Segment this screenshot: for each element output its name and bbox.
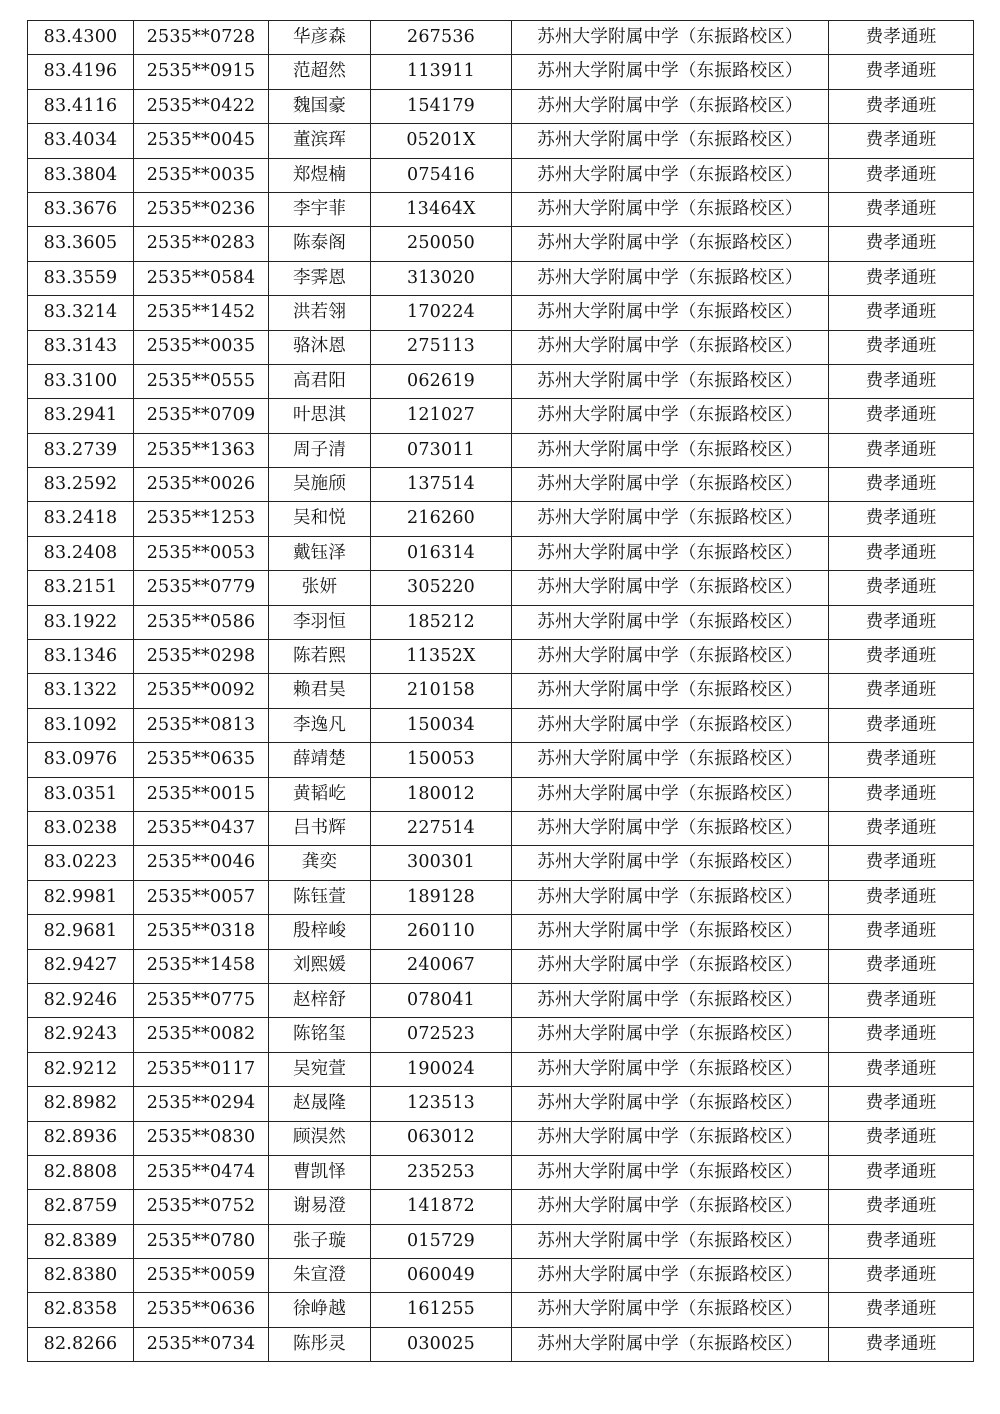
class-cell: 费孝通班 [829, 1087, 974, 1121]
student-name-cell: 董滨珲 [269, 124, 371, 158]
table-row [28, 502, 974, 536]
table-row [28, 605, 974, 639]
class-cell: 费孝通班 [829, 1052, 974, 1086]
score-cell: 83.4300 [28, 21, 134, 55]
school-cell: 苏州大学附属中学（东振路校区） [512, 1190, 829, 1224]
school-cell: 苏州大学附属中学（东振路校区） [512, 261, 829, 295]
id-suffix-cell: 305220 [371, 571, 512, 605]
table-row [28, 949, 974, 983]
class-cell: 费孝通班 [829, 55, 974, 89]
table-row [28, 468, 974, 502]
table-row [28, 261, 974, 295]
class-cell: 费孝通班 [829, 502, 974, 536]
exam-number-cell: 2535**0830 [134, 1121, 269, 1155]
school-cell: 苏州大学附属中学（东振路校区） [512, 536, 829, 570]
class-cell: 费孝通班 [829, 1327, 974, 1361]
score-cell: 83.2941 [28, 399, 134, 433]
school-cell: 苏州大学附属中学（东振路校区） [512, 674, 829, 708]
student-name-cell: 吴和悦 [269, 502, 371, 536]
score-cell: 82.8389 [28, 1224, 134, 1258]
table-row [28, 743, 974, 777]
table-row [28, 674, 974, 708]
student-name-cell: 吴宛萱 [269, 1052, 371, 1086]
school-cell: 苏州大学附属中学（东振路校区） [512, 364, 829, 398]
table-row [28, 1087, 974, 1121]
score-cell: 83.0976 [28, 743, 134, 777]
student-name-cell: 陈铭玺 [269, 1018, 371, 1052]
school-cell: 苏州大学附属中学（东振路校区） [512, 640, 829, 674]
school-cell: 苏州大学附属中学（东振路校区） [512, 296, 829, 330]
table-row [28, 296, 974, 330]
exam-number-cell: 2535**0045 [134, 124, 269, 158]
id-suffix-cell: 060049 [371, 1259, 512, 1293]
school-cell: 苏州大学附属中学（东振路校区） [512, 846, 829, 880]
id-suffix-cell: 313020 [371, 261, 512, 295]
student-name-cell: 薛靖楚 [269, 743, 371, 777]
score-cell: 83.2151 [28, 571, 134, 605]
school-cell: 苏州大学附属中学（东振路校区） [512, 433, 829, 467]
student-name-cell: 张子璇 [269, 1224, 371, 1258]
score-cell: 83.3100 [28, 364, 134, 398]
exam-number-cell: 2535**0734 [134, 1327, 269, 1361]
exam-number-cell: 2535**0775 [134, 983, 269, 1017]
student-name-cell: 陈彤灵 [269, 1327, 371, 1361]
table-row [28, 915, 974, 949]
score-cell: 82.8759 [28, 1190, 134, 1224]
table-row [28, 330, 974, 364]
id-suffix-cell: 216260 [371, 502, 512, 536]
id-suffix-cell: 260110 [371, 915, 512, 949]
score-cell: 82.9243 [28, 1018, 134, 1052]
table-row [28, 158, 974, 192]
exam-number-cell: 2535**0082 [134, 1018, 269, 1052]
exam-number-cell: 2535**0294 [134, 1087, 269, 1121]
student-name-cell: 范超然 [269, 55, 371, 89]
student-name-cell: 戴钰泽 [269, 536, 371, 570]
class-cell: 费孝通班 [829, 777, 974, 811]
class-cell: 费孝通班 [829, 536, 974, 570]
id-suffix-cell: 185212 [371, 605, 512, 639]
exam-number-cell: 2535**0636 [134, 1293, 269, 1327]
score-cell: 83.3214 [28, 296, 134, 330]
table-row [28, 227, 974, 261]
school-cell: 苏州大学附属中学（东振路校区） [512, 1018, 829, 1052]
student-name-cell: 刘熙媛 [269, 949, 371, 983]
class-cell: 费孝通班 [829, 1224, 974, 1258]
id-suffix-cell: 227514 [371, 811, 512, 845]
student-name-cell: 殷梓峻 [269, 915, 371, 949]
id-suffix-cell: 267536 [371, 21, 512, 55]
id-suffix-cell: 030025 [371, 1327, 512, 1361]
id-suffix-cell: 154179 [371, 89, 512, 123]
score-cell: 82.8808 [28, 1155, 134, 1189]
school-cell: 苏州大学附属中学（东振路校区） [512, 1259, 829, 1293]
score-cell: 83.3804 [28, 158, 134, 192]
score-cell: 82.8982 [28, 1087, 134, 1121]
student-name-cell: 李霁恩 [269, 261, 371, 295]
class-cell: 费孝通班 [829, 227, 974, 261]
class-cell: 费孝通班 [829, 949, 974, 983]
class-cell: 费孝通班 [829, 1121, 974, 1155]
score-cell: 83.0351 [28, 777, 134, 811]
table-row [28, 1259, 974, 1293]
id-suffix-cell: 063012 [371, 1121, 512, 1155]
class-cell: 费孝通班 [829, 915, 974, 949]
class-cell: 费孝通班 [829, 21, 974, 55]
table-row [28, 192, 974, 226]
score-cell: 83.3559 [28, 261, 134, 295]
school-cell: 苏州大学附属中学（东振路校区） [512, 949, 829, 983]
score-cell: 83.2418 [28, 502, 134, 536]
exam-number-cell: 2535**0236 [134, 192, 269, 226]
id-suffix-cell: 072523 [371, 1018, 512, 1052]
exam-number-cell: 2535**0555 [134, 364, 269, 398]
school-cell: 苏州大学附属中学（东振路校区） [512, 227, 829, 261]
student-name-cell: 魏国豪 [269, 89, 371, 123]
class-cell: 费孝通班 [829, 192, 974, 226]
score-cell: 83.4034 [28, 124, 134, 158]
exam-number-cell: 2535**0780 [134, 1224, 269, 1258]
table-row [28, 55, 974, 89]
table-row [28, 1293, 974, 1327]
id-suffix-cell: 250050 [371, 227, 512, 261]
school-cell: 苏州大学附属中学（东振路校区） [512, 915, 829, 949]
student-name-cell: 谢易澄 [269, 1190, 371, 1224]
student-name-cell: 赵梓舒 [269, 983, 371, 1017]
score-cell: 83.3676 [28, 192, 134, 226]
table-row [28, 1052, 974, 1086]
class-cell: 费孝通班 [829, 261, 974, 295]
school-cell: 苏州大学附属中学（东振路校区） [512, 880, 829, 914]
student-name-cell: 李羽恒 [269, 605, 371, 639]
student-name-cell: 陈钰萱 [269, 880, 371, 914]
id-suffix-cell: 161255 [371, 1293, 512, 1327]
exam-number-cell: 2535**0728 [134, 21, 269, 55]
exam-number-cell: 2535**0474 [134, 1155, 269, 1189]
exam-number-cell: 2535**0437 [134, 811, 269, 845]
school-cell: 苏州大学附属中学（东振路校区） [512, 1155, 829, 1189]
id-suffix-cell: 189128 [371, 880, 512, 914]
table-row [28, 1224, 974, 1258]
class-cell: 费孝通班 [829, 743, 974, 777]
id-suffix-cell: 062619 [371, 364, 512, 398]
student-name-cell: 洪若翎 [269, 296, 371, 330]
table-row [28, 640, 974, 674]
score-cell: 82.9427 [28, 949, 134, 983]
table-row [28, 983, 974, 1017]
student-name-cell: 高君阳 [269, 364, 371, 398]
exam-number-cell: 2535**1458 [134, 949, 269, 983]
admission-list-table [27, 20, 974, 1362]
id-suffix-cell: 150053 [371, 743, 512, 777]
class-cell: 费孝通班 [829, 571, 974, 605]
id-suffix-cell: 11352X [371, 640, 512, 674]
table-row [28, 846, 974, 880]
class-cell: 费孝通班 [829, 708, 974, 742]
score-cell: 83.2739 [28, 433, 134, 467]
school-cell: 苏州大学附属中学（东振路校区） [512, 983, 829, 1017]
student-name-cell: 张妍 [269, 571, 371, 605]
id-suffix-cell: 075416 [371, 158, 512, 192]
exam-number-cell: 2535**0752 [134, 1190, 269, 1224]
exam-number-cell: 2535**1253 [134, 502, 269, 536]
school-cell: 苏州大学附属中学（东振路校区） [512, 777, 829, 811]
admission-list-body [28, 21, 974, 1362]
score-cell: 83.1922 [28, 605, 134, 639]
school-cell: 苏州大学附属中学（东振路校区） [512, 811, 829, 845]
student-name-cell: 郑煜楠 [269, 158, 371, 192]
class-cell: 费孝通班 [829, 811, 974, 845]
table-row [28, 433, 974, 467]
exam-number-cell: 2535**0035 [134, 158, 269, 192]
id-suffix-cell: 073011 [371, 433, 512, 467]
id-suffix-cell: 13464X [371, 192, 512, 226]
student-name-cell: 李逸凡 [269, 708, 371, 742]
score-cell: 82.9246 [28, 983, 134, 1017]
id-suffix-cell: 113911 [371, 55, 512, 89]
school-cell: 苏州大学附属中学（东振路校区） [512, 1052, 829, 1086]
school-cell: 苏州大学附属中学（东振路校区） [512, 1293, 829, 1327]
class-cell: 费孝通班 [829, 846, 974, 880]
score-cell: 82.9212 [28, 1052, 134, 1086]
score-cell: 83.2408 [28, 536, 134, 570]
table-row [28, 21, 974, 55]
exam-number-cell: 2535**0779 [134, 571, 269, 605]
school-cell: 苏州大学附属中学（东振路校区） [512, 399, 829, 433]
score-cell: 82.8380 [28, 1259, 134, 1293]
id-suffix-cell: 141872 [371, 1190, 512, 1224]
id-suffix-cell: 016314 [371, 536, 512, 570]
id-suffix-cell: 123513 [371, 1087, 512, 1121]
exam-number-cell: 2535**1452 [134, 296, 269, 330]
school-cell: 苏州大学附属中学（东振路校区） [512, 708, 829, 742]
id-suffix-cell: 180012 [371, 777, 512, 811]
school-cell: 苏州大学附属中学（东振路校区） [512, 571, 829, 605]
table-row [28, 777, 974, 811]
table-row [28, 880, 974, 914]
table-row [28, 811, 974, 845]
id-suffix-cell: 235253 [371, 1155, 512, 1189]
id-suffix-cell: 275113 [371, 330, 512, 364]
table-row [28, 399, 974, 433]
student-name-cell: 赖君昊 [269, 674, 371, 708]
exam-number-cell: 2535**0586 [134, 605, 269, 639]
exam-number-cell: 2535**0026 [134, 468, 269, 502]
class-cell: 费孝通班 [829, 89, 974, 123]
class-cell: 费孝通班 [829, 1293, 974, 1327]
class-cell: 费孝通班 [829, 605, 974, 639]
id-suffix-cell: 137514 [371, 468, 512, 502]
school-cell: 苏州大学附属中学（东振路校区） [512, 21, 829, 55]
class-cell: 费孝通班 [829, 880, 974, 914]
student-name-cell: 周子清 [269, 433, 371, 467]
id-suffix-cell: 150034 [371, 708, 512, 742]
id-suffix-cell: 05201X [371, 124, 512, 158]
table-row [28, 1190, 974, 1224]
class-cell: 费孝通班 [829, 1190, 974, 1224]
score-cell: 82.8936 [28, 1121, 134, 1155]
class-cell: 费孝通班 [829, 433, 974, 467]
school-cell: 苏州大学附属中学（东振路校区） [512, 743, 829, 777]
student-name-cell: 顾淏然 [269, 1121, 371, 1155]
score-cell: 82.9981 [28, 880, 134, 914]
id-suffix-cell: 300301 [371, 846, 512, 880]
exam-number-cell: 2535**0117 [134, 1052, 269, 1086]
student-name-cell: 吴施颀 [269, 468, 371, 502]
exam-number-cell: 2535**0046 [134, 846, 269, 880]
school-cell: 苏州大学附属中学（东振路校区） [512, 55, 829, 89]
id-suffix-cell: 210158 [371, 674, 512, 708]
class-cell: 费孝通班 [829, 399, 974, 433]
exam-number-cell: 2535**0015 [134, 777, 269, 811]
school-cell: 苏州大学附属中学（东振路校区） [512, 502, 829, 536]
exam-number-cell: 2535**0813 [134, 708, 269, 742]
class-cell: 费孝通班 [829, 468, 974, 502]
id-suffix-cell: 190024 [371, 1052, 512, 1086]
exam-number-cell: 2535**0283 [134, 227, 269, 261]
student-name-cell: 华彦森 [269, 21, 371, 55]
student-name-cell: 朱宣澄 [269, 1259, 371, 1293]
score-cell: 83.4196 [28, 55, 134, 89]
score-cell: 83.2592 [28, 468, 134, 502]
class-cell: 费孝通班 [829, 640, 974, 674]
score-cell: 83.1322 [28, 674, 134, 708]
id-suffix-cell: 240067 [371, 949, 512, 983]
exam-number-cell: 2535**0915 [134, 55, 269, 89]
class-cell: 费孝通班 [829, 364, 974, 398]
school-cell: 苏州大学附属中学（东振路校区） [512, 468, 829, 502]
exam-number-cell: 2535**0059 [134, 1259, 269, 1293]
exam-number-cell: 2535**0318 [134, 915, 269, 949]
table-row [28, 536, 974, 570]
class-cell: 费孝通班 [829, 1018, 974, 1052]
table-row [28, 1155, 974, 1189]
exam-number-cell: 2535**0709 [134, 399, 269, 433]
exam-number-cell: 2535**0053 [134, 536, 269, 570]
school-cell: 苏州大学附属中学（东振路校区） [512, 1224, 829, 1258]
school-cell: 苏州大学附属中学（东振路校区） [512, 192, 829, 226]
exam-number-cell: 2535**0298 [134, 640, 269, 674]
id-suffix-cell: 121027 [371, 399, 512, 433]
school-cell: 苏州大学附属中学（东振路校区） [512, 89, 829, 123]
score-cell: 83.3605 [28, 227, 134, 261]
class-cell: 费孝通班 [829, 983, 974, 1017]
class-cell: 费孝通班 [829, 1259, 974, 1293]
table-row [28, 124, 974, 158]
student-name-cell: 陈若熙 [269, 640, 371, 674]
school-cell: 苏州大学附属中学（东振路校区） [512, 605, 829, 639]
school-cell: 苏州大学附属中学（东振路校区） [512, 330, 829, 364]
id-suffix-cell: 078041 [371, 983, 512, 1017]
class-cell: 费孝通班 [829, 674, 974, 708]
score-cell: 83.3143 [28, 330, 134, 364]
exam-number-cell: 2535**0584 [134, 261, 269, 295]
student-name-cell: 陈泰阁 [269, 227, 371, 261]
school-cell: 苏州大学附属中学（东振路校区） [512, 1121, 829, 1155]
table-row [28, 1018, 974, 1052]
score-cell: 82.9681 [28, 915, 134, 949]
student-name-cell: 曹凯怿 [269, 1155, 371, 1189]
table-row [28, 708, 974, 742]
school-cell: 苏州大学附属中学（东振路校区） [512, 124, 829, 158]
student-name-cell: 黄韬屹 [269, 777, 371, 811]
exam-number-cell: 2535**0035 [134, 330, 269, 364]
student-name-cell: 李宇菲 [269, 192, 371, 226]
table-row [28, 89, 974, 123]
table-row [28, 364, 974, 398]
student-name-cell: 徐峥越 [269, 1293, 371, 1327]
score-cell: 83.0238 [28, 811, 134, 845]
class-cell: 费孝通班 [829, 1155, 974, 1189]
school-cell: 苏州大学附属中学（东振路校区） [512, 1087, 829, 1121]
exam-number-cell: 2535**0092 [134, 674, 269, 708]
class-cell: 费孝通班 [829, 158, 974, 192]
exam-number-cell: 2535**1363 [134, 433, 269, 467]
exam-number-cell: 2535**0057 [134, 880, 269, 914]
student-name-cell: 赵晟隆 [269, 1087, 371, 1121]
school-cell: 苏州大学附属中学（东振路校区） [512, 1327, 829, 1361]
id-suffix-cell: 170224 [371, 296, 512, 330]
class-cell: 费孝通班 [829, 124, 974, 158]
score-cell: 83.1346 [28, 640, 134, 674]
table-row [28, 571, 974, 605]
student-name-cell: 龚奕 [269, 846, 371, 880]
class-cell: 费孝通班 [829, 296, 974, 330]
exam-number-cell: 2535**0635 [134, 743, 269, 777]
score-cell: 82.8358 [28, 1293, 134, 1327]
table-row [28, 1121, 974, 1155]
score-cell: 83.0223 [28, 846, 134, 880]
id-suffix-cell: 015729 [371, 1224, 512, 1258]
student-name-cell: 骆沐恩 [269, 330, 371, 364]
score-cell: 83.4116 [28, 89, 134, 123]
score-cell: 83.1092 [28, 708, 134, 742]
class-cell: 费孝通班 [829, 330, 974, 364]
school-cell: 苏州大学附属中学（东振路校区） [512, 158, 829, 192]
table-row [28, 1327, 974, 1361]
student-name-cell: 吕书辉 [269, 811, 371, 845]
student-name-cell: 叶思淇 [269, 399, 371, 433]
exam-number-cell: 2535**0422 [134, 89, 269, 123]
score-cell: 82.8266 [28, 1327, 134, 1361]
